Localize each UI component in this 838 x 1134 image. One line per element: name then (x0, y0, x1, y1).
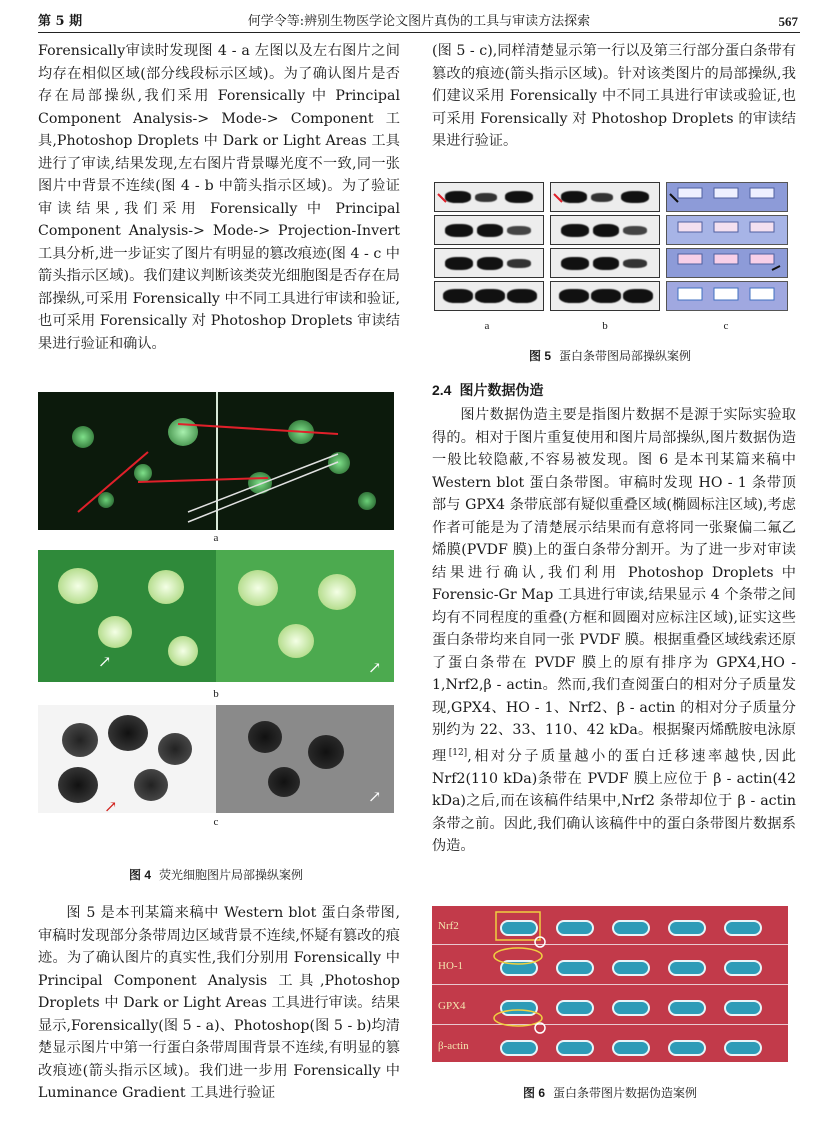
figure-5-marks (432, 182, 788, 316)
figure-5b-label: b (602, 320, 608, 332)
running-title: 何学令等:辨别生物医学论文图片真伪的工具与审读方法探索 (247, 14, 591, 29)
figure-5-caption-text: 蛋白条带图局部操纵案例 (559, 349, 692, 363)
page-header (0, 0, 838, 36)
cell (268, 767, 300, 797)
annotation-box (496, 912, 540, 940)
cell (148, 570, 184, 604)
cell (168, 636, 198, 666)
band (714, 288, 738, 300)
right-paragraph-2-text: 图片数据伪造主要是指图片数据不是源于实际实验取得的。相对于图片重复使用和图片局部操纵,图片数据伪造一般比较隐蔽,不容易被发现。图 6 是本刊某篇来稿中 Western blot 蛋白条带图。审稿时发现 HO - 1 条带顶部与 GPX4 条带底部有疑似重叠区域(椭圆标注区域),考虑作者可能是为了清楚展示结果而有意将同一张聚偏二氟乙烯膜(PVDF 膜)上的蛋白条带分割开。为了进一步对审读结果进行确认,我们利用 Photoshop Droplets 中 Forensic-Gr Map 工具进行审读,结果显示 4 个条带之间均有不同程度的重叠(方框和圆圈对应标注区域),证实这些蛋白条带均来自同一张 PVDF 膜。根据重叠区域线索还原了蛋白条带在 PVDF 膜上的原有排序为 GPX4,HO - 1,Nrf2,β - actin。然而,我们查阅蛋白的相对分子质量发现,GPX4、HO - 1、Nrf2、β - actin 的相对分子质量分别约为 22、33、110、42 kDa。根据聚丙烯酰胺电泳原理 (432, 407, 796, 765)
arrow-icon: ↗ (98, 652, 112, 671)
band (750, 254, 774, 264)
figure-4-caption (38, 866, 394, 883)
annotation-ellipse (494, 1010, 542, 1026)
red-line (138, 478, 268, 482)
lane-label-gpx4: GPX4 (438, 1000, 466, 1012)
right-paragraph-2-tail: ,相对分子质量越小的蛋白迁移速率越快,因此 Nrf2(110 kDa)条带在 PVDF 膜上应位于 β - actin(42 kDa)之后,而在该稿件结果中,Nrf2 条带却位于 β - actin 条带之前。因此,我们确认该稿件中的蛋白条带图片数据系伪造。 (432, 748, 796, 855)
band (678, 188, 702, 198)
band (678, 254, 702, 264)
figure-6-number: 图 6 (522, 1086, 545, 1100)
band (714, 222, 738, 232)
annotation-ellipse (494, 948, 542, 964)
similarity-lines (38, 392, 394, 530)
reference-citation[interactable]: [12] (448, 747, 468, 758)
band (714, 188, 738, 198)
arrow-icon (772, 266, 780, 270)
arrow-icon (670, 194, 678, 202)
figure-6-caption-text: 蛋白条带图片数据伪造案例 (553, 1086, 698, 1100)
cell (318, 574, 356, 610)
band (678, 222, 702, 232)
section-title: 图片数据伪造 (459, 383, 544, 399)
cell (158, 733, 192, 765)
cell (134, 769, 168, 801)
section-number: 2.4 (432, 382, 452, 398)
figure-4b-label: b (213, 688, 219, 700)
right-paragraph-1: (图 5 - c),同样清楚显示第一行以及第三行部分蛋白条带有篡改的痕迹(箭头指示区域)。针对该类图片的局部操纵,我们建议采用 Forensically 中不同工具进行审读或验证,也可采用 Forensically 对 Photoshop Droplets 的审读结果进行验证。 (432, 43, 796, 149)
cell (58, 568, 98, 604)
figure-5-western-blot (432, 182, 788, 316)
cell (62, 723, 98, 757)
page-number: 567 (778, 14, 798, 29)
header-rule (38, 32, 800, 33)
left-paragraph-1: Forensically审读时发现图 4 - a 左图以及左右图片之间均存在相似区域(部分线段标示区域)。为了确认图片是否存在局部操纵,我们采用 Forensically 中 Principal Component Analysis-> Mode-> Component 工具,Photoshop Droplets 中 Dark or Light Areas 工具进行了审读,结果发现,左右图片背景曝光度不一致,同一张图片中背景不连续(图 4 - b 中箭头指示区域)。为了验证审读结果,我们采用 Forensically 中 Principal Component Analysis-> Mode-> Projection-Invert 工具分析,进一步证实了图片有明显的篡改痕迹(图 4 - c 中箭头指示区域)。我们建议判断该类荧光细胞图是否存在局部操纵,可采用 Forensically 中不同工具进行审读和验证,也可采用 Forensically 对 Photoshop Droplets 审读结果进行验证和确认。 (38, 43, 400, 352)
section-heading (432, 380, 543, 400)
figure-6-caption (432, 1084, 788, 1101)
cell (248, 721, 282, 753)
cell (58, 767, 98, 803)
band (750, 222, 774, 232)
lane-label-beta-actin: β-actin (438, 1040, 469, 1052)
arrow-icon (438, 194, 446, 202)
red-line (78, 452, 148, 512)
overlap-annotations (432, 906, 788, 1062)
white-line (188, 462, 338, 522)
figure-5-caption (432, 347, 788, 364)
figure-6-western-blot (432, 906, 788, 1062)
figure-4-number: 图 4 (128, 868, 151, 882)
band (678, 288, 702, 300)
figure-4c-projection (38, 705, 394, 813)
white-line (188, 454, 338, 512)
issue-number: 第 5 期 (38, 14, 83, 29)
right-paragraph-2 (432, 404, 796, 858)
arrow-icon: ↗ (104, 797, 118, 813)
red-line (178, 424, 338, 434)
arrow-icon (554, 194, 562, 202)
cell (278, 624, 314, 658)
figure-4a-label: a (213, 532, 219, 544)
cell (308, 735, 344, 769)
cell (98, 616, 132, 648)
band (750, 188, 774, 198)
band (714, 254, 738, 264)
figure-4c-label: c (213, 816, 219, 828)
lane-label-ho1: HO-1 (438, 960, 464, 972)
figure-4-caption-text: 荧光细胞图片局部操纵案例 (159, 868, 304, 882)
lane-label-nrf2: Nrf2 (438, 920, 459, 932)
cell (238, 570, 278, 606)
left-paragraph-2: 图 5 是本刊某篇来稿中 Western blot 蛋白条带图,审稿时发现部分条带周边区域背景不连续,怀疑有篡改的痕迹。为了确认图片的真实性,我们分别用 Forensically 中 Principal Component Analysis 工具,Photoshop Droplets 中 Dark or Light Areas 工具进行审读。结果显示,Forensically(图 5 - a)、Photoshop(图 5 - b)均清楚显示图片中第一行蛋白条带周围背景不连续,有明显的篡改痕迹(箭头指示区域)。我们进一步用 Forensically 中 Luminance Gradient 工具进行验证 (38, 905, 400, 1101)
band (750, 288, 774, 300)
cell (108, 715, 148, 751)
annotation-circle (535, 1023, 545, 1033)
figure-5c-label: c (723, 320, 729, 332)
arrow-icon: ↗ (368, 787, 382, 806)
figure-4b-pca (38, 550, 394, 682)
figure-4a-fluorescence (38, 392, 394, 530)
arrow-icon: ↗ (368, 658, 382, 677)
figure-5a-label: a (484, 320, 490, 332)
figure-5-number: 图 5 (528, 349, 551, 363)
